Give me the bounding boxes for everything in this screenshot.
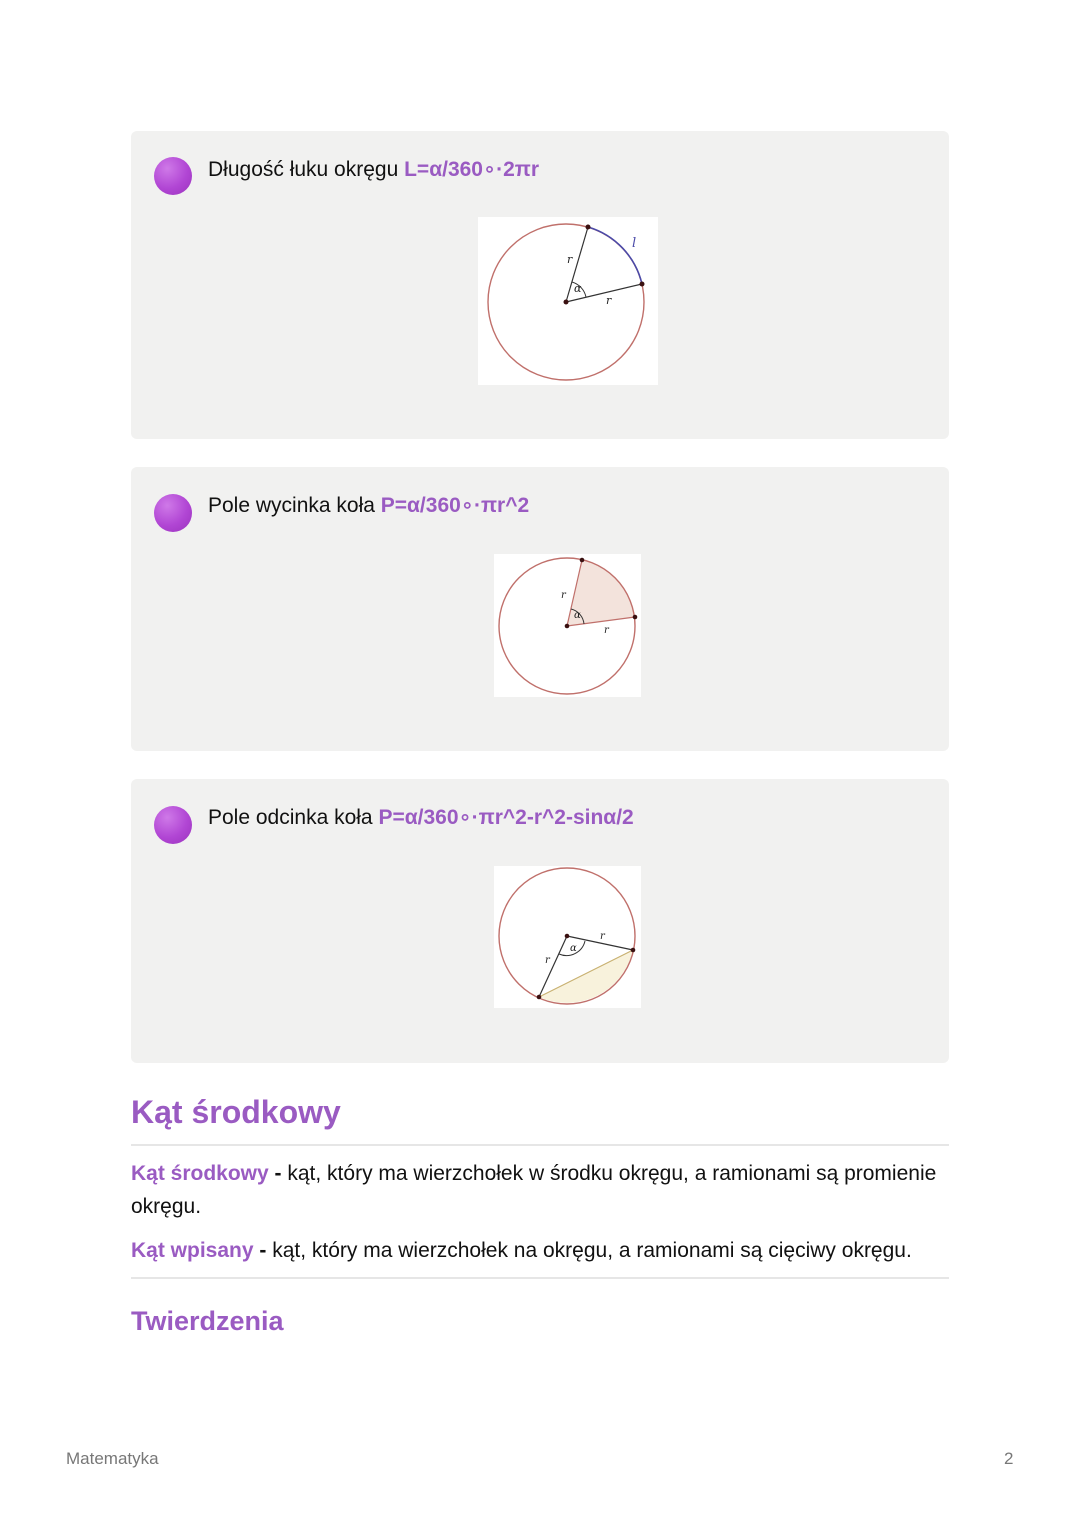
subsection-title: Twierdzenia <box>131 1306 284 1336</box>
segment-area-figure <box>494 866 641 1008</box>
bullet-icon <box>154 806 192 844</box>
sector-area-figure <box>494 554 641 697</box>
radius-label: r <box>545 955 550 966</box>
radius-label: r <box>604 625 609 636</box>
bullet-icon <box>154 494 192 532</box>
definition-separator: - <box>253 1239 273 1262</box>
section-divider <box>131 1277 949 1279</box>
definition-separator: - <box>268 1162 288 1185</box>
segment-area-line <box>208 805 634 830</box>
radius-label: r <box>600 931 605 942</box>
section-divider <box>131 1144 949 1146</box>
arc-label: l <box>632 236 637 251</box>
arc-length-figure <box>478 217 658 385</box>
arc-length-label: Długość łuku okręgu <box>208 158 405 181</box>
sector-area-formula: P=α/360∘·πr^2 <box>380 494 530 517</box>
section-title: Kąt środkowy <box>131 1094 341 1130</box>
bullet-icon <box>154 157 192 195</box>
definition-term: Kąt środkowy <box>131 1162 269 1185</box>
segment-area-formula: P=α/360∘·πr^2-r^2-sinα/2 <box>378 806 634 829</box>
sector-area-card <box>131 467 949 751</box>
arc-length-line <box>208 157 539 182</box>
footer-subject: Matematyka <box>66 1449 159 1468</box>
segment-area-card <box>131 779 949 1063</box>
definition-text: kąt, który ma wierzchołek w środku okręgu, a ramionami są promienie okręgu. <box>131 1162 937 1218</box>
page-number: 2 <box>1004 1449 1014 1468</box>
arc-length-formula: L=α/360∘·2πr <box>404 158 540 181</box>
angle-label: α <box>574 610 581 621</box>
sector-area-label: Pole wycinka koła <box>208 494 381 517</box>
angle-label: α <box>570 943 577 954</box>
arc-length-card <box>131 131 949 439</box>
radius-label: r <box>561 590 566 601</box>
definition-term: Kąt wpisany <box>131 1239 254 1262</box>
definition-text: kąt, który ma wierzchołek na okręgu, a ramionami są cięciwy okręgu. <box>272 1239 912 1262</box>
angle-label: α <box>574 282 582 295</box>
sector-area-line <box>208 493 529 518</box>
radius-label: r <box>606 294 612 307</box>
definition-central-angle <box>131 1157 951 1223</box>
definition-inscribed-angle <box>131 1234 951 1267</box>
segment-area-label: Pole odcinka koła <box>208 806 379 829</box>
radius-label: r <box>567 253 573 266</box>
